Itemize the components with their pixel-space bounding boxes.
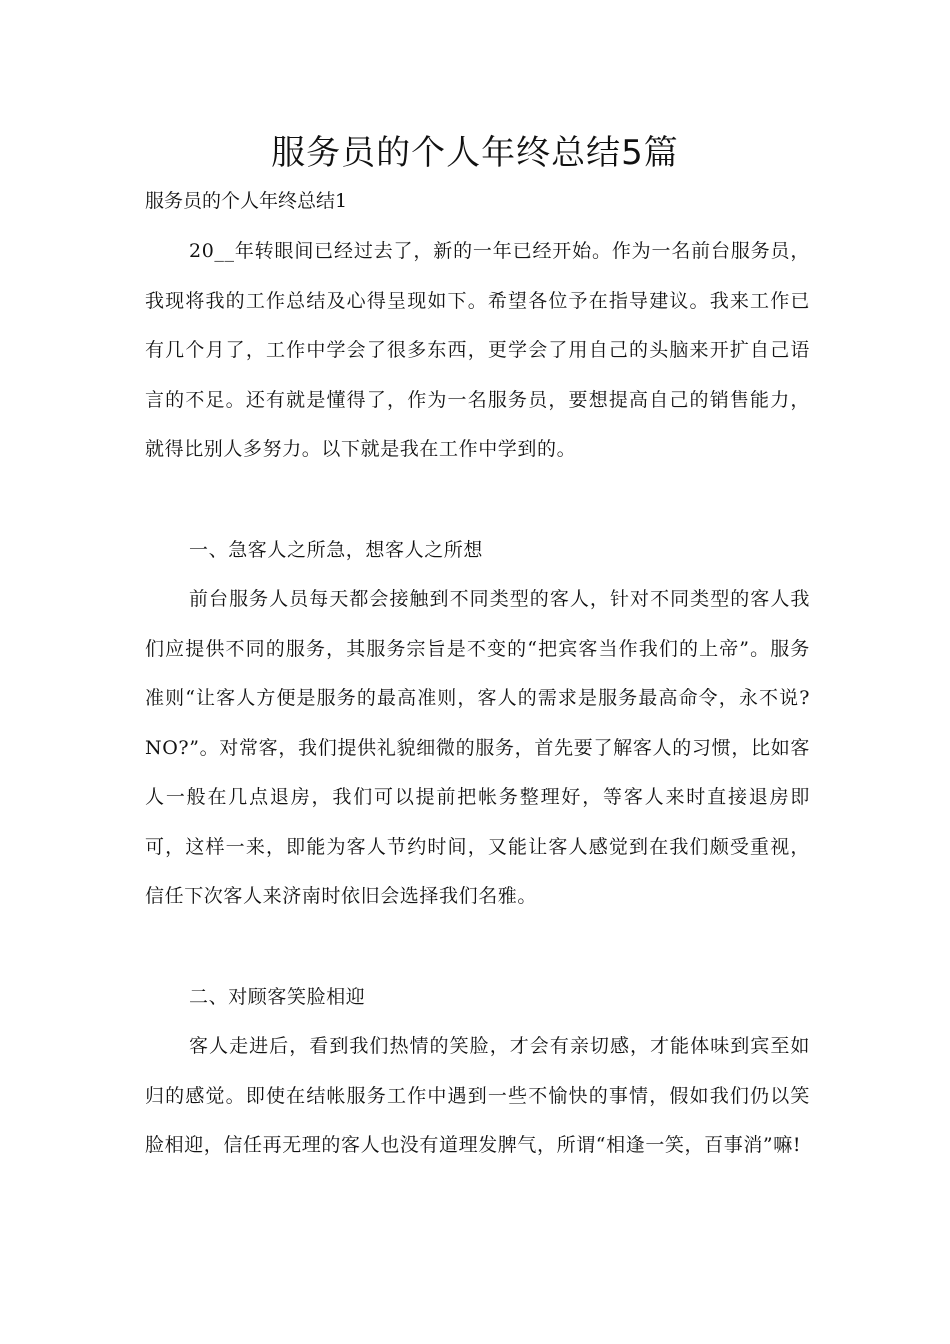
- heading-section-2: 二、对顾客笑脸相迎: [189, 986, 366, 1008]
- document-title: 服务员的个人年终总结5篇: [271, 133, 679, 173]
- section-subtitle: 服务员的个人年终总结1: [145, 190, 348, 212]
- paragraph-intro: 20__年转眼间已经过去了，新的一年已经开始。作为一名前台服务员，我现将我的工作总结及心得呈现如下。希望各位予在指导建议。我来工作已有几个月了，工作中学会了很多东西，更学会了用自己的头脑来开扩自己语言的不足。还有就是懂得了，作为一名服务员，要想提高自己的销售能力，就得比别人多努力。以下就是我在工作中学到的。: [145, 240, 810, 460]
- paragraph-section-1: 前台服务人员每天都会接触到不同类型的客人，针对不同类型的客人我们应提供不同的服务，其服务宗旨是不变的“把宾客当作我们的上帝”。服务准则“让客人方便是服务的最高准则，客人的需求是服务最高命令，永不说?NO?”。对常客，我们提供礼貌细微的服务，首先要了解客人的习惯，比如客人一般在几点退房，我们可以提前把帐务整理好，等客人来时直接退房即可，这样一来，即能为客人节约时间，又能让客人感觉到在我们颇受重视，信任下次客人来济南时依旧会选择我们名雅。: [145, 588, 810, 907]
- paragraph-section-2: 客人走进后，看到我们热情的笑脸，才会有亲切感，才能体味到宾至如归的感觉。即使在结帐服务工作中遇到一些不愉快的事情，假如我们仍以笑脸相迎，信任再无理的客人也没有道理发脾气，所谓“相逢一笑，百事消”嘛!: [145, 1035, 810, 1156]
- heading-section-1: 一、急客人之所急，想客人之所想: [189, 539, 484, 561]
